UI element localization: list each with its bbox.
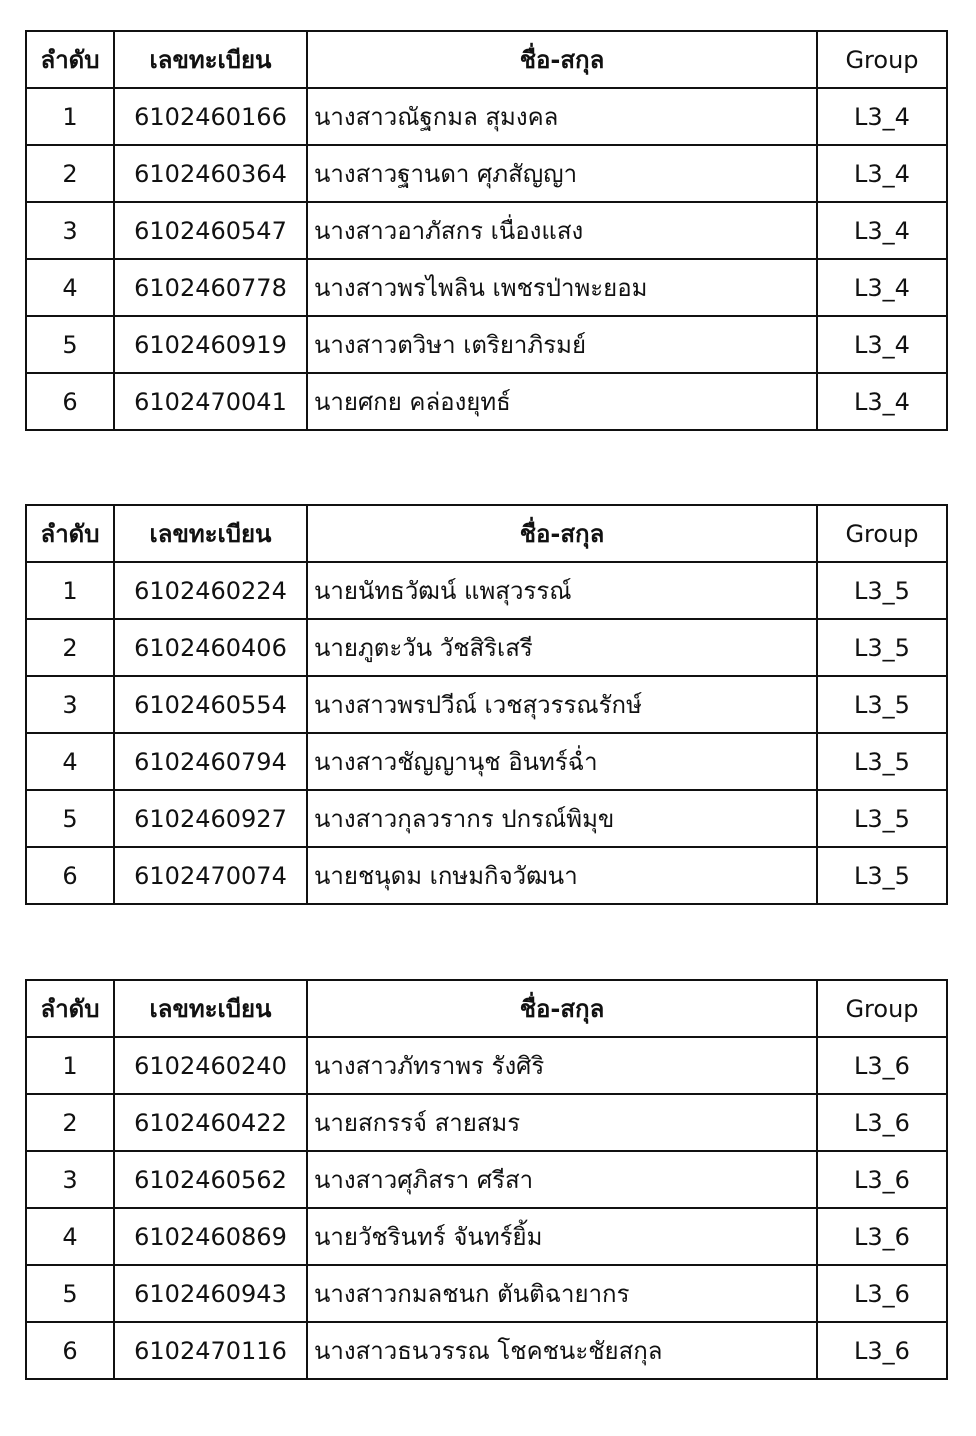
table-row bbox=[26, 1322, 947, 1379]
cell-student-id: 6102470116 bbox=[114, 1322, 307, 1379]
table-row bbox=[26, 145, 947, 202]
cell-group: L3_4 bbox=[817, 145, 947, 202]
cell-group: L3_5 bbox=[817, 619, 947, 676]
table-row bbox=[26, 619, 947, 676]
table-row bbox=[26, 1151, 947, 1208]
table-header-row bbox=[26, 505, 947, 562]
table-row bbox=[26, 316, 947, 373]
table-header-row bbox=[26, 980, 947, 1037]
cell-student-id: 6102460919 bbox=[114, 316, 307, 373]
cell-full-name: นางสาวพรไพลิน เพชรป่าพะยอม bbox=[307, 259, 817, 316]
table-row bbox=[26, 733, 947, 790]
cell-full-name: นายภูตะวัน วัชสิริเสรี bbox=[307, 619, 817, 676]
cell-student-id: 6102460562 bbox=[114, 1151, 307, 1208]
cell-student-id: 6102460166 bbox=[114, 88, 307, 145]
header-full-name: ชื่อ-สกุล bbox=[307, 31, 817, 88]
cell-group: L3_4 bbox=[817, 373, 947, 430]
cell-student-id: 6102470041 bbox=[114, 373, 307, 430]
cell-full-name: นางสาวกุลวรากร ปกรณ์พิมุข bbox=[307, 790, 817, 847]
cell-full-name: นายสกรรจ์ สายสมร bbox=[307, 1094, 817, 1151]
cell-full-name: นายศกย คล่องยุทธ์ bbox=[307, 373, 817, 430]
cell-full-name: นางสาวศุภิสรา ศรีสา bbox=[307, 1151, 817, 1208]
header-student-id: เลขทะเบียน bbox=[114, 980, 307, 1037]
header-full-name: ชื่อ-สกุล bbox=[307, 980, 817, 1037]
student-table-3 bbox=[25, 979, 948, 1380]
cell-student-id: 6102460554 bbox=[114, 676, 307, 733]
cell-group: L3_6 bbox=[817, 1265, 947, 1322]
table-row bbox=[26, 259, 947, 316]
cell-full-name: นายวัชรินทร์ จันทร์ยิ้ม bbox=[307, 1208, 817, 1265]
header-group: Group bbox=[817, 980, 947, 1037]
cell-full-name: นางสาวพรปวีณ์ เวชสุวรรณรักษ์ bbox=[307, 676, 817, 733]
cell-group: L3_4 bbox=[817, 202, 947, 259]
cell-seq: 3 bbox=[26, 1151, 114, 1208]
cell-seq: 4 bbox=[26, 259, 114, 316]
cell-group: L3_6 bbox=[817, 1208, 947, 1265]
table-row bbox=[26, 1265, 947, 1322]
cell-group: L3_6 bbox=[817, 1322, 947, 1379]
cell-student-id: 6102470074 bbox=[114, 847, 307, 904]
cell-group: L3_5 bbox=[817, 790, 947, 847]
cell-student-id: 6102460422 bbox=[114, 1094, 307, 1151]
table-row bbox=[26, 88, 947, 145]
cell-student-id: 6102460547 bbox=[114, 202, 307, 259]
cell-seq: 2 bbox=[26, 145, 114, 202]
cell-seq: 4 bbox=[26, 1208, 114, 1265]
table-row bbox=[26, 562, 947, 619]
cell-seq: 2 bbox=[26, 619, 114, 676]
header-seq: ลำดับ bbox=[26, 505, 114, 562]
table-row bbox=[26, 1208, 947, 1265]
cell-student-id: 6102460224 bbox=[114, 562, 307, 619]
cell-seq: 6 bbox=[26, 847, 114, 904]
student-table-2 bbox=[25, 504, 948, 905]
cell-full-name: นางสาวฐานดา ศุภสัญญา bbox=[307, 145, 817, 202]
cell-group: L3_5 bbox=[817, 847, 947, 904]
cell-seq: 5 bbox=[26, 790, 114, 847]
table-row bbox=[26, 202, 947, 259]
cell-student-id: 6102460240 bbox=[114, 1037, 307, 1094]
cell-full-name: นางสาวธนวรรณ โชคชนะชัยสกุล bbox=[307, 1322, 817, 1379]
cell-group: L3_6 bbox=[817, 1094, 947, 1151]
cell-full-name: นายชนุดม เกษมกิจวัฒนา bbox=[307, 847, 817, 904]
cell-student-id: 6102460869 bbox=[114, 1208, 307, 1265]
table-row bbox=[26, 373, 947, 430]
cell-full-name: นายนัทธวัฒน์ แพสุวรรณ์ bbox=[307, 562, 817, 619]
cell-full-name: นางสาวณัฐกมล สุมงคล bbox=[307, 88, 817, 145]
cell-seq: 5 bbox=[26, 316, 114, 373]
table-row bbox=[26, 1037, 947, 1094]
cell-full-name: นางสาวอาภัสกร เนื่องแสง bbox=[307, 202, 817, 259]
table-row bbox=[26, 847, 947, 904]
cell-group: L3_5 bbox=[817, 562, 947, 619]
student-table-1 bbox=[25, 30, 948, 431]
cell-seq: 2 bbox=[26, 1094, 114, 1151]
cell-student-id: 6102460943 bbox=[114, 1265, 307, 1322]
cell-seq: 6 bbox=[26, 1322, 114, 1379]
cell-student-id: 6102460406 bbox=[114, 619, 307, 676]
cell-group: L3_4 bbox=[817, 88, 947, 145]
header-group: Group bbox=[817, 31, 947, 88]
cell-group: L3_6 bbox=[817, 1151, 947, 1208]
table-row bbox=[26, 790, 947, 847]
header-student-id: เลขทะเบียน bbox=[114, 31, 307, 88]
cell-full-name: นางสาวชัญญานุช อินทร์ฉ่ำ bbox=[307, 733, 817, 790]
cell-student-id: 6102460778 bbox=[114, 259, 307, 316]
header-seq: ลำดับ bbox=[26, 980, 114, 1037]
cell-student-id: 6102460364 bbox=[114, 145, 307, 202]
header-group: Group bbox=[817, 505, 947, 562]
cell-student-id: 6102460794 bbox=[114, 733, 307, 790]
cell-full-name: นางสาวกมลชนก ตันติฉายากร bbox=[307, 1265, 817, 1322]
cell-full-name: นางสาวภัทราพร รังศิริ bbox=[307, 1037, 817, 1094]
cell-seq: 3 bbox=[26, 676, 114, 733]
cell-seq: 3 bbox=[26, 202, 114, 259]
table-row bbox=[26, 676, 947, 733]
cell-group: L3_5 bbox=[817, 733, 947, 790]
cell-group: L3_6 bbox=[817, 1037, 947, 1094]
cell-full-name: นางสาวตวิษา เตริยาภิรมย์ bbox=[307, 316, 817, 373]
table-row bbox=[26, 1094, 947, 1151]
cell-group: L3_4 bbox=[817, 259, 947, 316]
cell-seq: 4 bbox=[26, 733, 114, 790]
cell-seq: 5 bbox=[26, 1265, 114, 1322]
cell-group: L3_5 bbox=[817, 676, 947, 733]
table-header-row bbox=[26, 31, 947, 88]
cell-student-id: 6102460927 bbox=[114, 790, 307, 847]
header-student-id: เลขทะเบียน bbox=[114, 505, 307, 562]
cell-seq: 1 bbox=[26, 562, 114, 619]
header-full-name: ชื่อ-สกุล bbox=[307, 505, 817, 562]
header-seq: ลำดับ bbox=[26, 31, 114, 88]
cell-seq: 1 bbox=[26, 88, 114, 145]
cell-seq: 6 bbox=[26, 373, 114, 430]
cell-seq: 1 bbox=[26, 1037, 114, 1094]
cell-group: L3_4 bbox=[817, 316, 947, 373]
